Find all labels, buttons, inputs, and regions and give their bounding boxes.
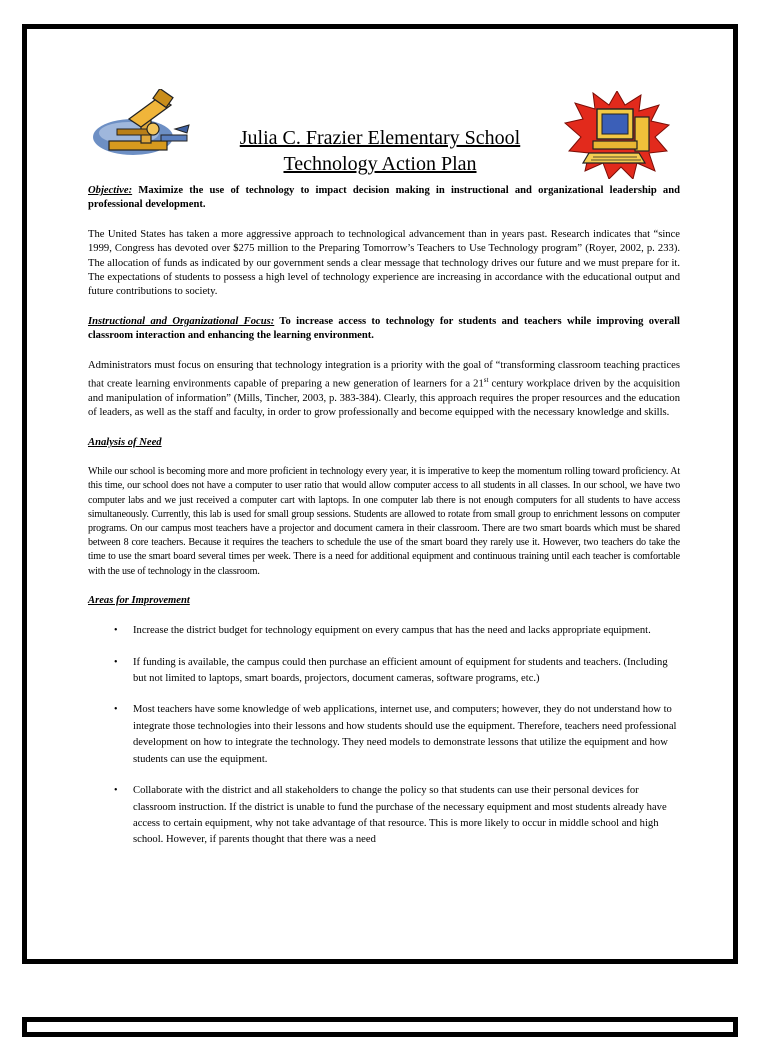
analysis-heading: Analysis of Need (88, 436, 162, 448)
document-page (22, 24, 738, 964)
bullet-icon: • (114, 656, 118, 668)
bullet-icon: • (114, 785, 118, 797)
list-item: • If funding is available, the campus could then purchase an efficient amount of equipment for students and teachers. (Including but not limited to laptops, smart boards, projectors, document cameras, software programs, etc.) (114, 656, 668, 685)
document-body (88, 184, 680, 864)
focus-label: Instructional and Organizational Focus: (88, 315, 275, 327)
school-name: Julia C. Frazier Elementary School (239, 127, 521, 149)
document-header (27, 89, 733, 199)
bullet-icon: • (114, 625, 118, 637)
objective-paragraph (88, 184, 680, 213)
focus-text: To increase access to technology for students and teachers while improving overall classroom interaction and enhancing the learning environment. (88, 315, 680, 342)
administrators-paragraph: Administrators must focus on ensuring that technology integration is a priority with the goal of “transforming classroom teaching practices that create learning environments capable of preparing a new generation of learners for a 21st century workplace driven by the acquisition and manipulation of information” (Mills, Tincher, 2003, p. 383-384). Clearly, this approach requires the proper resources and the education of leaders, as well as the staff and faculty, in order to grow professionally and become equipped with the necessary knowledge and skills. (88, 359, 680, 419)
intro-paragraph: The United States has taken a more aggressive approach to technological advancement than in years past. Research indicates that “since 1999, Congress has devoted over $275 million to the Preparing Tomorrow’s Teachers to Use Technology program” (Royer, 2002, p. 233). The allocation of funds as indicated by our government sends a clear message that technology drives our future and we must prepare for it. The expectations of students to possess a high level of technology experience are increasing in accordance with the educational output and future contributions to society. (88, 228, 680, 298)
list-item: • Most teachers have some knowledge of web applications, internet use, and computers; however, they do not understand how to integrate those technologies into their lessons and how students should use the equipment. Therefore, teachers need professional development on how to integrate the technology. They need models to demonstrate lessons that utilize the equipment and how students can use the equipment. (114, 704, 677, 765)
improvement-heading: Areas for Improvement (88, 594, 190, 606)
list-item: • Increase the district budget for technology equipment on every campus that has the need and lacks appropriate equipment. (88, 623, 680, 639)
computer-icon (563, 91, 671, 179)
plan-title: Technology Action Plan (283, 153, 477, 175)
bullet-icon: • (114, 704, 118, 716)
list-item: • Collaborate with the district and all stakeholders to change the policy so that students can use their personal devices for classroom instruction. If the district is unable to fund the purchase of the necessary equipment and most students already have access to certain equipment, why not take advantage of that resource. This is more likely to occur in middle school and high school. However, if parents thought that there was a need (114, 785, 667, 846)
objective-label: Objective: (88, 185, 133, 196)
objective-text: Maximize the use of technology to impact decision making in instructional and organizational leadership and professional development. (88, 185, 680, 211)
analysis-paragraph: While our school is becoming more and more proficient in technology every year, it is imperative to keep the momentum rolling toward proficiency. At this time, our school does not have a computer to user ratio that would allow computer access to all students in all classes. In our school, we have two computer labs and we just received a computer cart with laptops. In one computer lab there is not enough computers for all students to have access simultaneously. Currently, this lab is used for small group sessions. Students are allowed to rotate from small group to enrichment lessons on computer programs. On our campus most teachers have a projector and document camera in their classroom. There are two smart boards which must be shared between 8 core teachers. Because it requires the teachers to schedule the use of the smart board they rarely use it. However, two teachers do take the time to use the smart board several times per week. There is a need for additional equipment and continuous training until each teacher is comfortable with the use of technology in the classroom. (88, 466, 680, 577)
focus-paragraph (88, 315, 680, 344)
improvement-list (88, 623, 680, 848)
next-page-edge (22, 1017, 738, 1037)
